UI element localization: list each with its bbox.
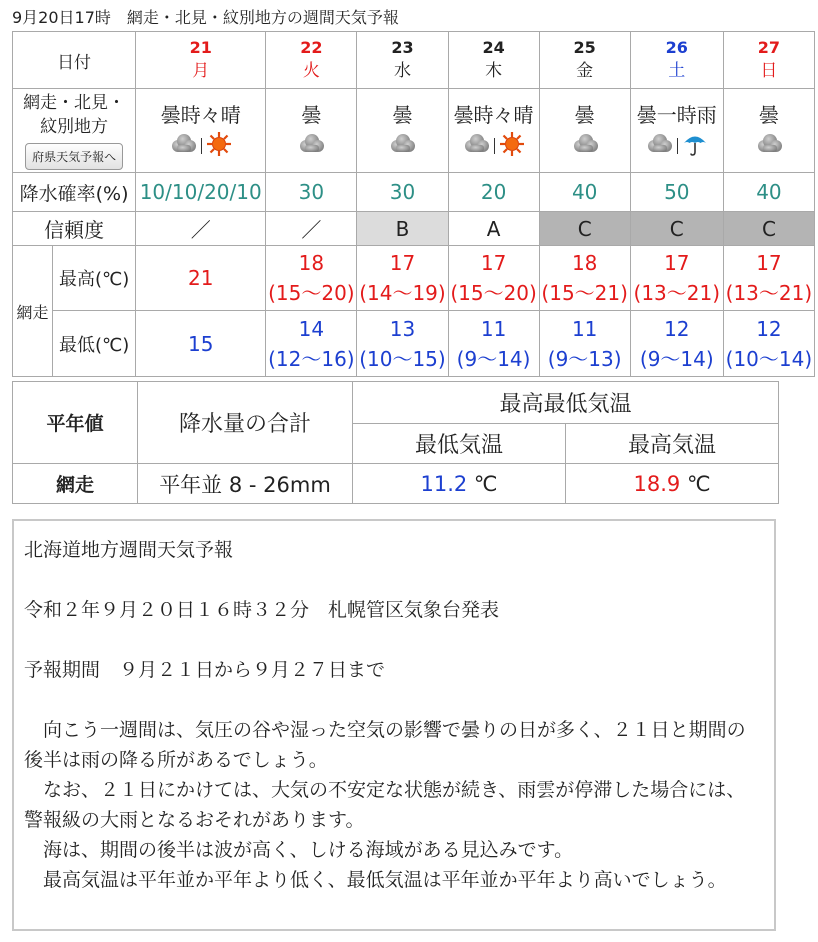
prefecture-forecast-button[interactable]: 府県天気予報へ	[25, 143, 123, 170]
icon-separator	[677, 138, 678, 154]
pop-value: 30	[389, 180, 416, 204]
precip-normal-value: 平年並 8 - 26mm	[138, 464, 353, 504]
pop-value: 30	[298, 180, 325, 204]
text-issued: 令和２年９月２０日１６時３２分 札幌管区気象台発表	[24, 599, 500, 621]
min-temp-value: 11	[571, 316, 598, 341]
max-temp-cell-26	[630, 246, 723, 311]
max-temp-value: 17	[664, 251, 690, 275]
cloud-icon	[645, 133, 673, 159]
reliability-cell-26	[630, 212, 723, 246]
date-cell-27	[723, 32, 814, 89]
max-temp-range: (15〜20)	[268, 281, 355, 305]
area-name-line2: 紋別地方	[40, 117, 109, 137]
weather-text: 曇	[392, 102, 413, 127]
text-period: 予報期間 ９月２１日から９月２７日まで	[24, 659, 386, 681]
forecast-caption: 9月20日17時 網走・北見・紋別地方の週間天気予報	[12, 8, 399, 27]
max-temp-value: 17	[756, 251, 782, 275]
pop-cell-27	[723, 173, 814, 212]
max-temp-value: 18	[298, 251, 325, 275]
max-temp-cell-23	[357, 246, 448, 311]
weekday-label: 土	[668, 61, 686, 81]
date-number: 26	[665, 38, 688, 57]
min-temp-range: (10〜15)	[359, 346, 446, 371]
max-temp-label: 最高(℃)	[53, 246, 136, 311]
min-temp-cell-26	[630, 311, 723, 377]
min-normal-value: 11.2	[420, 471, 468, 496]
weather-cell-23	[357, 89, 448, 173]
max-temp-range: (13〜21)	[725, 281, 813, 305]
weather-icons	[631, 133, 723, 159]
pop-cell-21	[136, 173, 266, 212]
min-temp-label: 最低(℃)	[53, 311, 136, 377]
area-cell	[13, 89, 136, 173]
icon-separator	[494, 138, 495, 154]
pop-cell-25	[539, 173, 630, 212]
min-temp-cell-23	[357, 311, 448, 377]
min-normal-unit: ℃	[473, 471, 498, 496]
reliability-value: ／	[190, 218, 211, 242]
reliability-value: C	[761, 216, 776, 241]
date-number: 23	[391, 38, 414, 57]
max-temp-range: (15〜21)	[541, 281, 628, 305]
max-temp-range: (14〜19)	[359, 281, 446, 305]
weather-icons	[357, 133, 447, 159]
weather-icons	[449, 133, 539, 159]
text-title: 北海道地方週間天気予報	[24, 539, 234, 561]
max-normal-header: 最高気温	[566, 424, 779, 464]
max-temp-range: (15〜20)	[450, 281, 537, 305]
min-temp-value: 12	[664, 316, 690, 341]
weather-cell-21	[136, 89, 266, 173]
weekly-forecast-text	[12, 519, 776, 931]
weekday-label: 日	[760, 61, 778, 81]
date-cell-22	[266, 32, 357, 89]
precip-total-header: 降水量の合計	[138, 382, 353, 464]
cloud-icon	[297, 133, 325, 159]
weather-cell-24	[448, 89, 539, 173]
min-temp-cell-22	[266, 311, 357, 377]
date-number: 24	[482, 38, 505, 57]
reliability-value: C	[669, 216, 684, 241]
min-temp-cell-25	[539, 311, 630, 377]
date-number: 25	[573, 38, 596, 57]
station-label: 網走	[13, 246, 53, 377]
max-normal-value: 18.9	[633, 471, 681, 496]
weather-text: 曇	[758, 102, 779, 127]
max-temp-cell-24	[448, 246, 539, 311]
text-para1: 向こう一週間は、気圧の谷や湿った空気の影響で曇りの日が多く、２１日と期間の後半は雨の降る所があるでしょう。	[24, 719, 746, 771]
date-number: 22	[300, 38, 323, 57]
max-temp-cell-21	[136, 246, 266, 311]
max-temp-cell-22	[266, 246, 357, 311]
max-temp-value: 17	[389, 251, 416, 275]
min-temp-value: 14	[298, 316, 325, 341]
pop-cell-23	[357, 173, 448, 212]
pop-value: 40	[756, 180, 782, 204]
sun-icon	[206, 131, 232, 161]
min-temp-value: 12	[756, 316, 782, 341]
min-normal-header: 最低気温	[353, 424, 566, 464]
temp-normals-header: 最高最低気温	[353, 382, 779, 424]
min-temp-value: 13	[389, 316, 416, 341]
cloud-icon	[571, 133, 599, 159]
weekday-label: 火	[302, 61, 320, 81]
min-temp-range: (9〜13)	[547, 346, 622, 371]
text-para2: なお、２１日にかけては、大気の不安定な状態が続き、雨雲が停滞した場合には、警報級の大雨となるおそれがあります。	[24, 779, 746, 831]
date-cell-25	[539, 32, 630, 89]
min-temp-range: (10〜14)	[725, 346, 813, 371]
max-temp-cell-25	[539, 246, 630, 311]
min-temp-range: (9〜14)	[639, 346, 714, 371]
min-temp-value: 11	[480, 316, 507, 341]
weekday-label: 金	[576, 61, 594, 81]
min-temp-range: (12〜16)	[268, 346, 355, 371]
pop-value: 20	[480, 180, 507, 204]
weather-cell-25	[539, 89, 630, 173]
cloud-icon	[755, 133, 783, 159]
reliability-cell-22	[266, 212, 357, 246]
icon-separator	[201, 138, 202, 154]
normals-header: 平年値	[13, 382, 138, 464]
sun-icon	[499, 131, 525, 161]
weather-cell-27	[723, 89, 814, 173]
reliability-value: A	[486, 216, 501, 241]
pop-cell-22	[266, 173, 357, 212]
weather-icons	[136, 133, 265, 159]
min-temp-cell-27	[723, 311, 814, 377]
min-normal-cell	[353, 464, 566, 504]
min-temp-range: (9〜14)	[456, 346, 531, 371]
pop-cell-24	[448, 173, 539, 212]
max-temp-range: (13〜21)	[633, 281, 721, 305]
cloud-icon	[169, 133, 197, 159]
weather-icons	[266, 133, 356, 159]
date-number: 21	[189, 38, 212, 57]
reliability-cell-24	[448, 212, 539, 246]
min-temp-cell-24	[448, 311, 539, 377]
max-temp-cell-27	[723, 246, 814, 311]
max-temp-value: 21	[187, 266, 214, 290]
date-cell-26	[630, 32, 723, 89]
normals-station: 網走	[13, 464, 138, 504]
min-temp-value: 15	[187, 331, 214, 356]
max-normal-cell	[566, 464, 779, 504]
reliability-cell-21	[136, 212, 266, 246]
reliability-value: ／	[301, 218, 322, 242]
weather-text: 曇	[301, 102, 322, 127]
text-para4: 最高気温は平年並か平年より低く、最低気温は平年並か平年より高いでしょう。	[24, 869, 727, 891]
date-header: 日付	[13, 32, 136, 89]
weather-text: 曇一時雨	[636, 102, 717, 127]
reliability-label: 信頼度	[13, 212, 136, 246]
weather-icons	[724, 133, 814, 159]
weather-cell-22	[266, 89, 357, 173]
reliability-cell-27	[723, 212, 814, 246]
pop-cell-26	[630, 173, 723, 212]
weekday-label: 水	[393, 61, 411, 81]
max-temp-value: 17	[480, 251, 507, 275]
pop-value: 50	[664, 180, 690, 204]
date-number: 27	[757, 38, 781, 57]
reliability-value: B	[395, 216, 410, 241]
reliability-value: C	[577, 216, 592, 241]
min-temp-cell-21	[136, 311, 266, 377]
area-name-line1: 網走・北見・	[23, 93, 126, 113]
reliability-cell-23	[357, 212, 448, 246]
pop-label: 降水確率(%)	[13, 173, 136, 212]
reliability-cell-25	[539, 212, 630, 246]
date-cell-23	[357, 32, 448, 89]
max-normal-unit: ℃	[686, 471, 711, 496]
normals-table	[12, 381, 779, 504]
max-temp-value: 18	[571, 251, 598, 275]
pop-value: 10/10/20/10	[139, 180, 262, 204]
weekday-label: 木	[485, 61, 503, 81]
weather-text: 曇時々晴	[453, 102, 534, 127]
weather-text: 曇	[574, 102, 595, 127]
weekly-forecast-table	[12, 31, 815, 377]
pop-value: 40	[571, 180, 598, 204]
date-cell-24	[448, 32, 539, 89]
umbrella-icon	[682, 131, 708, 161]
weekday-label: 月	[192, 61, 210, 81]
weather-text: 曇時々晴	[160, 102, 241, 127]
text-para3: 海は、期間の後半は波が高く、しける海域がある見込みです。	[24, 839, 574, 861]
cloud-icon	[462, 133, 490, 159]
cloud-icon	[388, 133, 416, 159]
weather-icons	[540, 133, 630, 159]
weather-cell-26	[630, 89, 723, 173]
date-cell-21	[136, 32, 266, 89]
